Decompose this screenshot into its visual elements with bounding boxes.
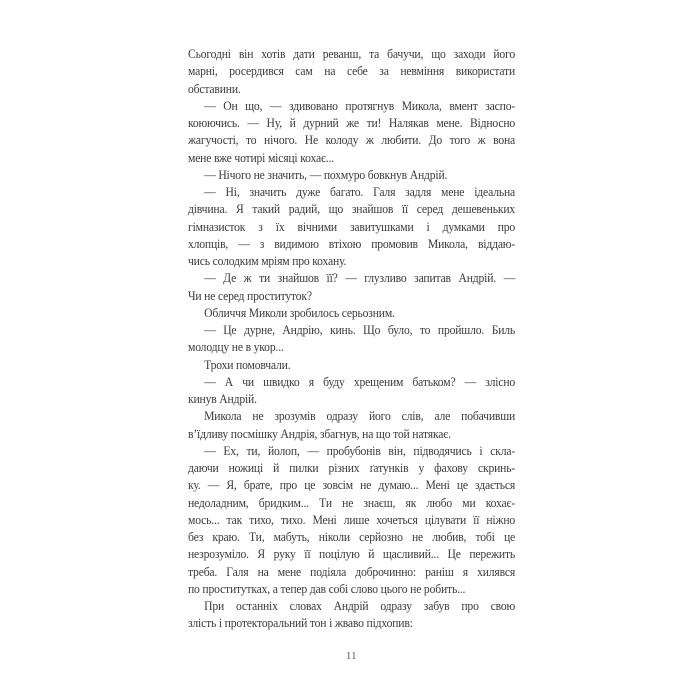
text-line: недоладним, бридким... Ти не знаєш, як любо ми кохає- [188,494,516,510]
text-line: по проститутках, а тепер дав собі слово цього не робить... [188,580,466,596]
text-line: Трохи помовчали. [204,356,291,372]
text-line: ку. — Я, брате, про це зовсім не думаю... Мені це здається [188,477,516,493]
text-line: гімназисток з їх вічними завитушками і думками про [188,218,516,234]
text-line: даючи ножиці й пилки різних ґатунків у фахову скринь- [188,460,516,475]
text-line: чись солодким мріям про кохану. [188,253,347,268]
text-line: мене вже чотирі місяці кохає... [188,149,334,165]
text-line: кинув Андрій. [188,391,257,406]
text-line: — Де ж ти знайшов її? — глузливо запитав Андрій. — [204,270,516,286]
text-line: марні, росердився сам на себе за невміння використати [188,63,516,79]
text-line: — А чи швидко я буду хрещеним батьком? — злісно [204,373,516,389]
text-column [188,45,515,632]
text-line: — Нічого не значить, — похмуро бовкнув Андрій. [204,166,448,182]
text-line: незрозуміло. Я руку її поцілую й щасливий... Це пережить [188,546,516,562]
text-line: При останніх словах Андрій одразу забув про свою [204,598,516,613]
text-line: — Це дурне, Андрію, кинь. Що було, то пройшло. Биль [204,322,516,337]
text-line: Чи не серед проституток? [188,287,312,303]
text-line: — Ех, ти, йолоп, — пробубонів він, підводячись і скла- [204,442,516,458]
text-line: Обличчя Миколи зробилось серьозним. [204,304,395,320]
text-line: треба. Галя на мене подіяла доброчинно: раніш я хилявся [188,563,516,579]
text-line: обставини. [188,80,241,96]
text-line: жагучості, то нічого. Не колоду ж любити. До того ж вона [188,132,516,148]
text-line: в’їдливу посмішку Андрія, збагнув, на що той натякає. [188,425,451,441]
text-line: — Ні, значить дуже багато. Галя задля мене ідеальна [204,184,516,199]
page-number: 11 [345,651,358,662]
text-line: — Он що, — здивовано протягнув Микола, вмент заспо- [204,97,516,113]
text-line: дівчина. Я такий радий, що знайшов її серед дешевеньких [188,201,516,217]
text-line: молодцу не в укор... [188,339,284,355]
text-line: хлопців, — з видимою втіхою промовив Микола, віддаю- [188,235,516,251]
text-line: злість і протекторальний тон і жваво підхопив: [188,615,413,631]
text-line: коюючись. — Ну, й дурний же ти! Налякав мене. Відносно [188,115,516,130]
text-line: Сьогодні він хотів дати реванш, та бачучи, що заходи його [188,46,516,61]
text-line: Микола не зрозумів одразу його слів, але побачивши [204,408,516,424]
text-line: мось... так тихо, тихо. Мені лише хочеться цілувати її ніжно [188,511,516,527]
text-line: без краю. Ти, мабуть, ніколи серйозно не любив, тобі це [188,529,516,544]
